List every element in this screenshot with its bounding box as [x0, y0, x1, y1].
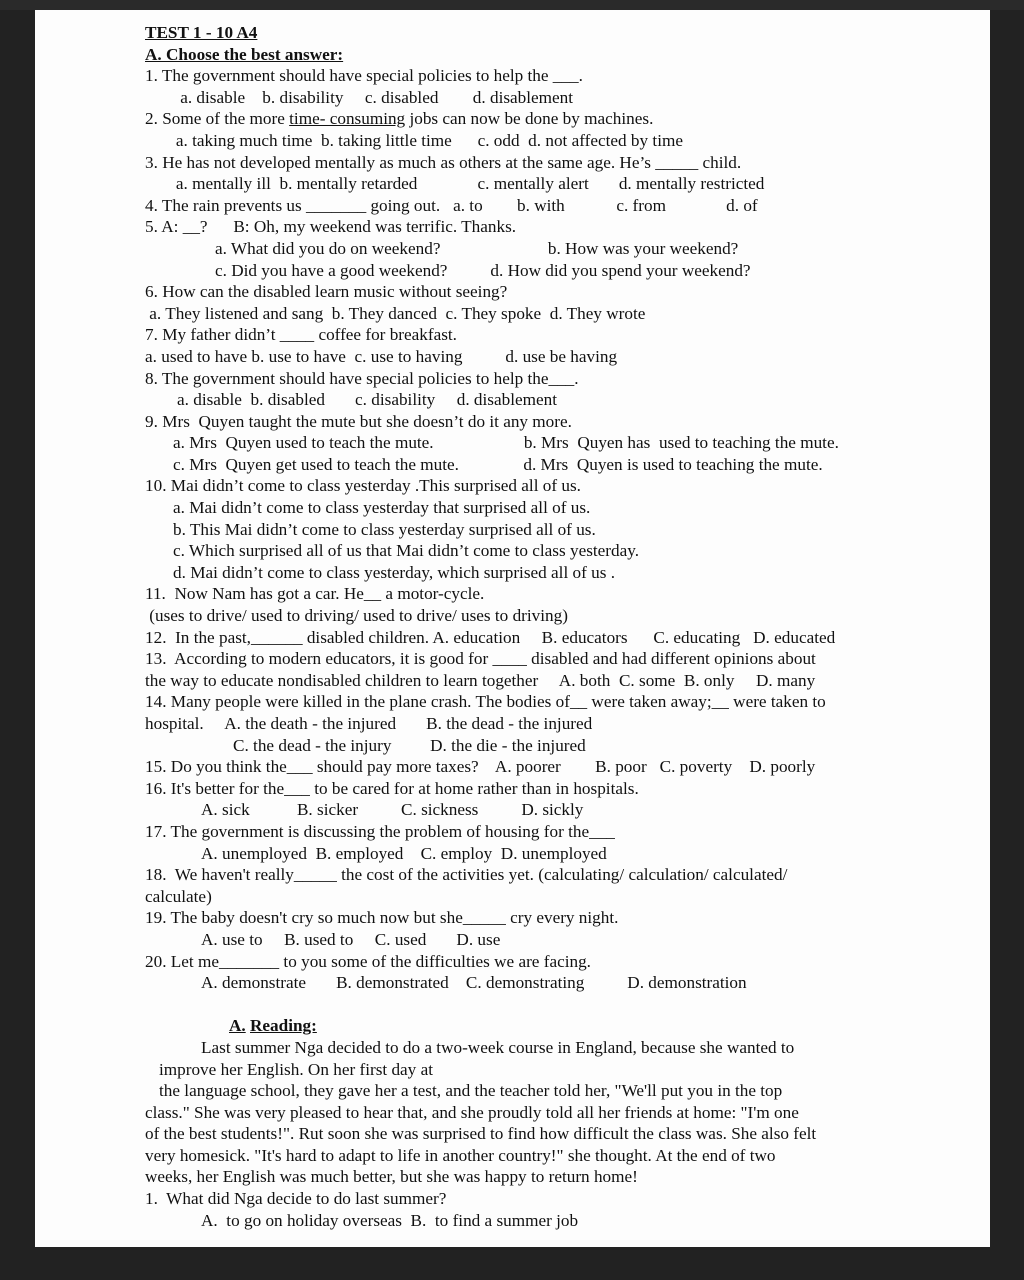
- reading-heading: [145, 1015, 945, 1037]
- reading-heading-letter: A.: [229, 1016, 246, 1036]
- question-18: 18. We haven't really_____ the cost of the activities yet. (calculating/ calculation/ calculated/: [145, 865, 788, 885]
- question-7: 7. My father didn’t ____ coffee for breakfast.: [145, 325, 457, 345]
- question-3: 3. He has not developed mentally as much as others at the same age. He’s _____ child.: [145, 152, 742, 172]
- question-9-options-ab: a. Mrs Quyen used to teach the mute. b. Mrs Quyen has used to teaching the mute.: [173, 433, 839, 453]
- reading-line-7: weeks, her English was much better, but she was happy to return home!: [145, 1167, 638, 1187]
- question-15: 15. Do you think the___ should pay more taxes? A. poorer B. poor C. poverty D. poorly: [145, 757, 816, 777]
- question-10: 10. Mai didn’t come to class yesterday .This surprised all of us.: [145, 476, 581, 496]
- question-6-options: a. They listened and sang b. They danced c. They spoke d. They wrote: [145, 303, 646, 323]
- question-8: 8. The government should have special policies to help the___.: [145, 368, 579, 388]
- question-6: 6. How can the disabled learn music without seeing?: [145, 282, 508, 302]
- reading-line-1: Last summer Nga decided to do a two-week course in England, because she wanted to: [201, 1037, 795, 1057]
- reading-line-3: the language school, they gave her a test, and the teacher told her, "We'll put you in the top: [159, 1081, 783, 1101]
- reading-line-4: class." She was very pleased to hear that, and she proudly told all her friends at home: "I'm one: [145, 1102, 799, 1122]
- question-11: 11. Now Nam has got a car. He__ a motor-cycle.: [145, 584, 485, 604]
- question-5-options-ab: a. What did you do on weekend? b. How was your weekend?: [215, 238, 739, 258]
- question-1: 1. The government should have special policies to help the ___.: [145, 66, 583, 86]
- document-content: [145, 22, 945, 1231]
- frame-top-border: [0, 0, 1024, 10]
- question-19-options: A. use to B. used to C. used D. use: [201, 929, 501, 949]
- document-page: [35, 10, 990, 1247]
- question-2-options: a. taking much time b. taking little time c. odd d. not affected by time: [163, 130, 683, 150]
- question-13-continued: the way to educate nondisabled children to learn together A. both C. some B. only D. many: [145, 670, 816, 690]
- question-18-continued: calculate): [145, 886, 212, 906]
- question-9: 9. Mrs Quyen taught the mute but she doesn’t do it any more.: [145, 411, 572, 431]
- blank-line: [145, 994, 945, 1016]
- question-5-options-cd: c. Did you have a good weekend? d. How did you spend your weekend?: [215, 260, 751, 280]
- section-a-heading: A. Choose the best answer:: [145, 44, 344, 64]
- reading-line-2: improve her English. On her first day at: [159, 1059, 433, 1079]
- question-1-options: a. disable b. disability c. disabled d. disablement: [163, 87, 574, 107]
- question-16: 16. It's better for the___ to be cared for at home rather than in hospitals.: [145, 778, 639, 798]
- question-12: 12. In the past,______ disabled children. A. education B. educators C. educating D. educated: [145, 627, 836, 647]
- question-19: 19. The baby doesn't cry so much now but she_____ cry every night.: [145, 908, 619, 928]
- question-13: 13. According to modern educators, it is good for ____ disabled and had different opinions about: [145, 649, 816, 669]
- question-14-options-cd: C. the dead - the injury D. the die - the injured: [233, 735, 586, 755]
- question-10-option-d: d. Mai didn’t come to class yesterday, which surprised all of us .: [173, 562, 616, 582]
- question-8-options: a. disable b. disabled c. disability d. disablement: [177, 390, 557, 410]
- question-5: 5. A: __? B: Oh, my weekend was terrific. Thanks.: [145, 217, 517, 237]
- question-3-options: a. mentally ill b. mentally retarded c. mentally alert d. mentally restricted: [163, 174, 765, 194]
- question-14-options-ab: hospital. A. the death - the injured B. the dead - the injured: [145, 714, 593, 733]
- question-2-text-end: jobs can now be done by machines.: [405, 109, 654, 129]
- reading-question-1: 1. What did Nga decide to do last summer?: [145, 1189, 447, 1209]
- test-title: TEST 1 - 10 A4: [145, 23, 258, 42]
- question-14: 14. Many people were killed in the plane crash. The bodies of__ were taken away;__ were taken to: [145, 692, 826, 712]
- reading-question-1-options: A. to go on holiday overseas B. to find a summer job: [201, 1210, 579, 1230]
- question-9-options-cd: c. Mrs Quyen get used to teach the mute. d. Mrs Quyen is used to teaching the mute.: [173, 454, 823, 474]
- question-20-options: A. demonstrate B. demonstrated C. demonstrating D. demonstration: [201, 973, 747, 993]
- question-16-options: A. sick B. sicker C. sickness D. sickly: [201, 800, 584, 820]
- question-20: 20. Let me_______ to you some of the difficulties we are facing.: [145, 951, 591, 971]
- reading-line-5: of the best students!". Rut soon she was surprised to find how difficult the class was. She also felt: [145, 1124, 817, 1144]
- reading-line-6: very homesick. "It's hard to adapt to life in another country!" she thought. At the end of two: [145, 1145, 776, 1165]
- question-17-options: A. unemployed B. employed C. employ D. unemployed: [201, 843, 607, 863]
- question-4: 4. The rain prevents us _______ going out. a. to b. with c. from d. of: [145, 195, 758, 215]
- question-2: [145, 108, 945, 130]
- question-7-options: a. used to have b. use to have c. use to having d. use be having: [145, 346, 618, 366]
- question-10-option-c: c. Which surprised all of us that Mai didn’t come to class yesterday.: [173, 541, 640, 561]
- question-10-option-b: b. This Mai didn’t come to class yesterday surprised all of us.: [173, 519, 596, 539]
- question-2-underlined: time- consuming: [289, 109, 406, 129]
- question-10-option-a: a. Mai didn’t come to class yesterday that surprised all of us.: [173, 498, 591, 518]
- question-2-text-start: 2. Some of the more: [145, 109, 290, 129]
- question-11-options: (uses to drive/ used to driving/ used to drive/ uses to driving): [145, 606, 568, 626]
- reading-heading-word: Reading:: [250, 1016, 317, 1036]
- question-17: 17. The government is discussing the problem of housing for the___: [145, 821, 615, 841]
